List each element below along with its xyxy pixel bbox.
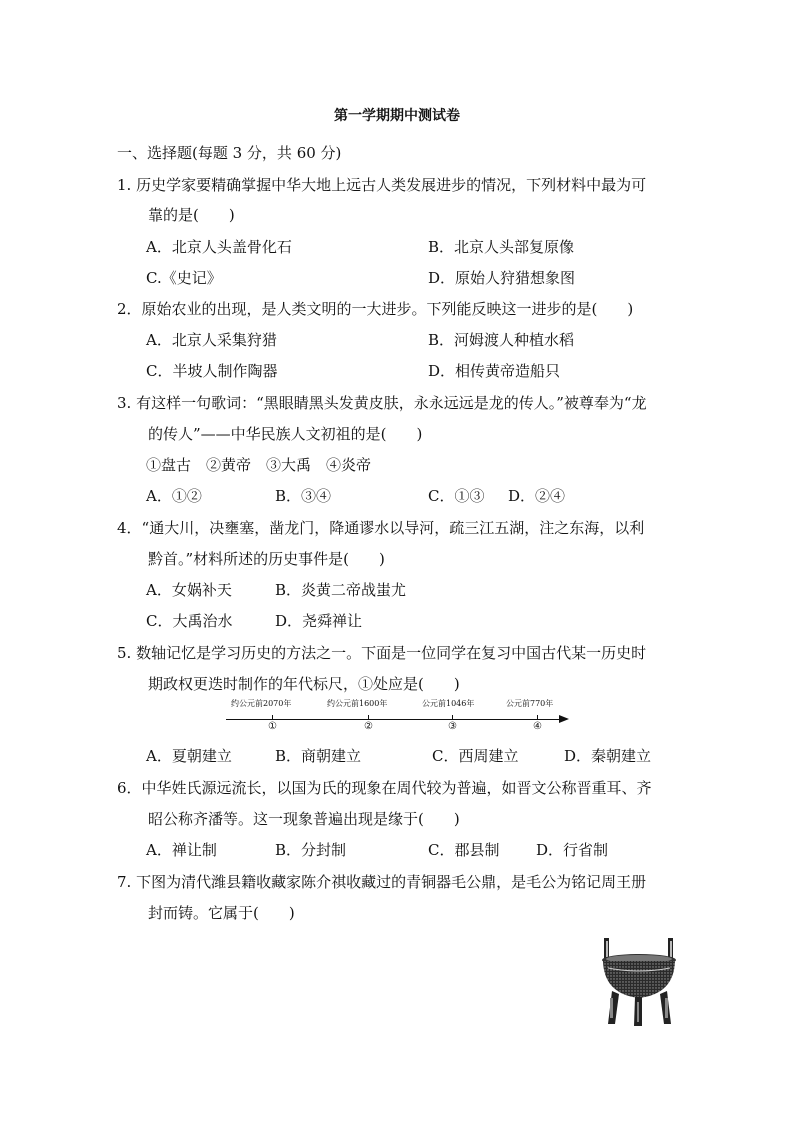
timeline-tick (368, 715, 369, 719)
timeline-marker-4: ④ (533, 721, 542, 732)
q2-option-b: B．河姆渡人种植水稻 (428, 331, 575, 349)
timeline-marker-2: ② (364, 721, 373, 732)
section-heading: 一、选择题(每题 3 分，共 60 分) (117, 144, 342, 162)
q1-option-b: B．北京人头部复原像 (428, 238, 575, 256)
q6-stem-line2: 昭公称齐潘等。这一现象普遍出现是缘于( ) (148, 810, 460, 828)
q6-option-a: A．禅让制 (146, 841, 217, 859)
q3-option-a: A．①② (146, 487, 202, 505)
q4-option-c: C．大禹治水 (146, 612, 233, 630)
timeline-label-4: 公元前770年 (506, 699, 554, 708)
q1-option-c: C.《史记》 (146, 269, 222, 287)
q6-option-d: D．行省制 (536, 841, 609, 859)
q7-stem-line1: 7. 下图为清代潍县籍收藏家陈介祺收藏过的青铜器毛公鼎，是毛公为铭记周王册 (117, 873, 647, 891)
q6-option-b: B．分封制 (275, 841, 347, 859)
timeline-marker-3: ③ (448, 721, 457, 732)
q5-option-c: C．西周建立 (432, 747, 519, 765)
q4-stem-line1: 4．“通大川，决壅塞，凿龙门，降通谬水以导河，疏三江五湖，注之东海，以利 (117, 519, 645, 537)
q5-stem-line1: 5. 数轴记忆是学习历史的方法之一。下面是一位同学在复习中国古代某一历史时 (117, 644, 647, 662)
q3-option-d: D．②④ (508, 487, 566, 505)
q3-stem-line2: 的传人”——中华民族人文初祖的是( ) (148, 425, 423, 443)
q6-stem-line1: 6．中华姓氏源远流长，以国为氏的现象在周代较为普遍，如晋文公称晋重耳、齐 (117, 779, 652, 797)
q2-option-c: C．半坡人制作陶器 (146, 362, 278, 380)
timeline-arrow-icon (559, 715, 569, 723)
q5-option-b: B．商朝建立 (275, 747, 362, 765)
q2-option-a: A．北京人采集狩猎 (146, 331, 277, 349)
timeline-axis (226, 719, 561, 720)
q1-stem-line2: 靠的是( ) (148, 206, 235, 224)
q2-option-d: D．相传黄帝造船只 (428, 362, 561, 380)
timeline-label-2: 约公元前1600年 (327, 699, 388, 708)
q2-stem-line1: 2．原始农业的出现，是人类文明的一大进步。下列能反映这一进步的是( ) (117, 300, 634, 318)
bronze-ding-image (598, 936, 680, 1028)
q1-option-a: A．北京人头盖骨化石 (146, 238, 292, 256)
q4-stem-line2: 黔首。”材料所述的历史事件是( ) (148, 550, 385, 568)
q1-option-d: D．原始人狩猎想象图 (428, 269, 576, 287)
timeline-label-1: 约公元前2070年 (231, 699, 292, 708)
q5-option-d: D．秦朝建立 (564, 747, 652, 765)
q3-stem-line1: 3. 有这样一句歌词：“黑眼睛黑头发黄皮肤，永永远远是龙的传人。”被尊奉为“龙 (117, 394, 647, 412)
q3-option-c: C．①③ (428, 487, 485, 505)
q5-stem-line2: 期政权更迭时制作的年代标尺，①处应是( ) (148, 675, 460, 693)
q4-option-a: A．女娲补天 (146, 581, 232, 599)
q3-option-b: B．③④ (275, 487, 332, 505)
q4-option-b: B．炎黄二帝战蚩尤 (275, 581, 407, 599)
timeline-label-3: 公元前1046年 (422, 699, 475, 708)
q5-option-a: A．夏朝建立 (146, 747, 232, 765)
timeline-tick (537, 715, 538, 719)
q6-option-c: C．郡县制 (428, 841, 500, 859)
q1-stem-line1: 1. 历史学家要精确掌握中华大地上远古人类发展进步的情况，下列材料中最为可 (117, 176, 647, 194)
timeline-tick (452, 715, 453, 719)
timeline-figure (226, 698, 571, 738)
q7-stem-line2: 封而铸。它属于( ) (148, 904, 295, 922)
q3-items: ①盘古 ②黄帝 ③大禹 ④炎帝 (146, 456, 372, 474)
timeline-tick (272, 715, 273, 719)
page-title: 第一学期期中测试卷 (334, 108, 460, 124)
timeline-marker-1: ① (268, 721, 277, 732)
q4-option-d: D．尧舜禅让 (275, 612, 363, 630)
